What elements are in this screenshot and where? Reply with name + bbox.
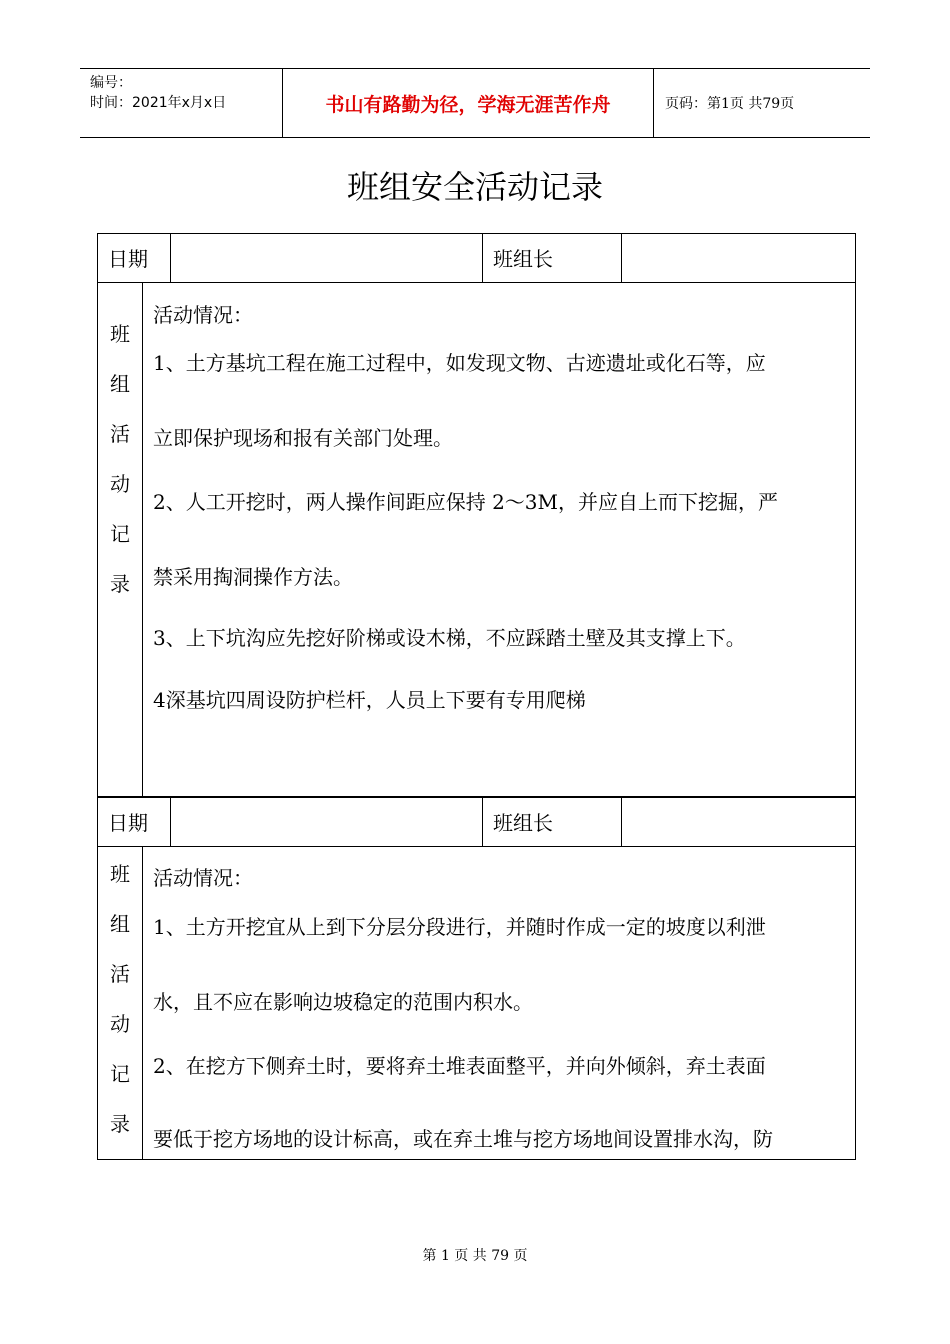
date-label: 日期 bbox=[108, 247, 148, 271]
record-body bbox=[97, 283, 856, 797]
content-line: 禁采用掏洞操作方法。 bbox=[153, 565, 353, 589]
side-char: 组 bbox=[110, 912, 130, 936]
side-label bbox=[98, 849, 142, 1149]
cell-divider bbox=[482, 234, 483, 282]
side-char: 记 bbox=[110, 522, 130, 546]
record-header-row bbox=[97, 233, 856, 283]
header-page-info: 页码：第1页 共79页 bbox=[665, 96, 795, 112]
page-footer: 第 1 页 共 79 页 bbox=[422, 1248, 528, 1264]
time-label: 时间：2021年x月x日 bbox=[90, 95, 227, 111]
header-meta bbox=[90, 73, 226, 113]
number-label: 编号： bbox=[90, 75, 132, 91]
content-line: 2、在挖方下侧弃土时，要将弃土堆表面整平，并向外倾斜，弃土表面 bbox=[153, 1054, 766, 1078]
activity-record bbox=[97, 233, 856, 797]
content-line: 1、土方开挖宜从上到下分层分段进行，并随时作成一定的坡度以利泄 bbox=[153, 915, 766, 939]
activity-heading: 活动情况： bbox=[153, 866, 253, 890]
cell-divider bbox=[170, 798, 171, 846]
header-motto: 书山有路勤为径，学海无涯苦作舟 bbox=[325, 93, 611, 116]
cell-divider bbox=[142, 283, 143, 796]
content-line: 3、上下坑沟应先挖好阶梯或设木梯，不应踩踏土壁及其支撑上下。 bbox=[153, 626, 746, 650]
side-char: 活 bbox=[110, 962, 130, 986]
record-header-row bbox=[97, 797, 856, 847]
side-label bbox=[98, 309, 142, 609]
side-char: 录 bbox=[110, 1112, 130, 1136]
side-char: 班 bbox=[110, 862, 130, 886]
cell-divider bbox=[142, 847, 143, 1159]
cell-divider bbox=[621, 798, 622, 846]
content-line: 2、人工开挖时，两人操作间距应保持 2～3M，并应自上而下挖掘，严 bbox=[153, 490, 779, 514]
leader-label: 班组长 bbox=[493, 811, 553, 835]
content-line: 水，且不应在影响边坡稳定的范围内积水。 bbox=[153, 990, 533, 1014]
cell-divider bbox=[482, 798, 483, 846]
date-label: 日期 bbox=[108, 811, 148, 835]
content-line: 1、土方基坑工程在施工过程中，如发现文物、古迹遗址或化石等，应 bbox=[153, 351, 766, 375]
side-char: 活 bbox=[110, 422, 130, 446]
side-char: 班 bbox=[110, 322, 130, 346]
content-line: 立即保护现场和报有关部门处理。 bbox=[153, 426, 453, 450]
document-header bbox=[80, 68, 870, 138]
side-char: 动 bbox=[110, 472, 130, 496]
content-line: 要低于挖方场地的设计标高，或在弃土堆与挖方场地间设置排水沟，防 bbox=[153, 1127, 773, 1151]
header-divider bbox=[653, 69, 654, 137]
page-title: 班组安全活动记录 bbox=[346, 168, 603, 206]
leader-label: 班组长 bbox=[493, 247, 553, 271]
activity-heading: 活动情况： bbox=[153, 303, 253, 327]
activity-record bbox=[97, 797, 856, 1160]
cell-divider bbox=[621, 234, 622, 282]
record-body bbox=[97, 847, 856, 1160]
side-char: 记 bbox=[110, 1062, 130, 1086]
side-char: 录 bbox=[110, 572, 130, 596]
cell-divider bbox=[170, 234, 171, 282]
side-char: 组 bbox=[110, 372, 130, 396]
content-line: 4深基坑四周设防护栏杆，人员上下要有专用爬梯 bbox=[153, 688, 586, 712]
side-char: 动 bbox=[110, 1012, 130, 1036]
